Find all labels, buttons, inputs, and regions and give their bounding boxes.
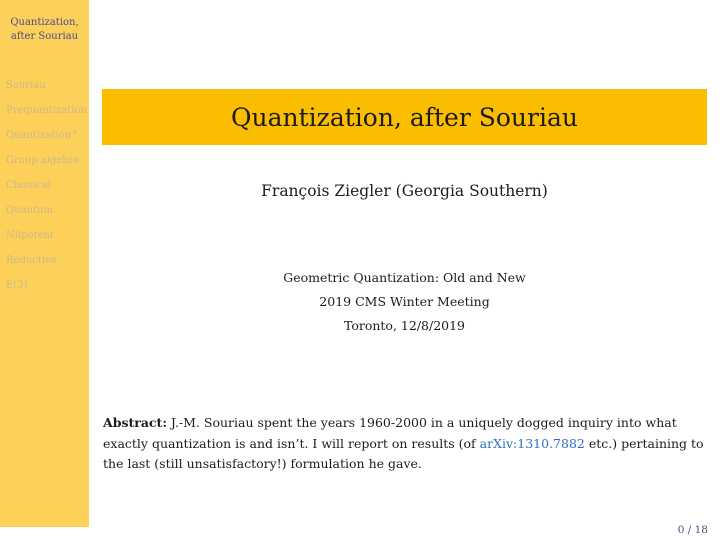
sidebar-item-nilpotent[interactable]: Nilpotent <box>6 230 54 241</box>
sidebar <box>0 0 89 527</box>
sidebar-title[interactable] <box>0 16 89 44</box>
sidebar-item-quantum[interactable]: Quantum <box>6 205 53 216</box>
arxiv-link[interactable]: arXiv:1310.7882 <box>479 435 585 451</box>
sidebar-item-classical[interactable]: Classical <box>6 180 52 191</box>
event-info <box>102 266 707 338</box>
abstract-label: Abstract: <box>103 415 167 430</box>
slide-title-bar <box>102 89 707 145</box>
event-name: Geometric Quantization: Old and New <box>283 270 526 285</box>
sidebar-item-souriau[interactable]: Souriau <box>6 80 46 91</box>
abstract <box>103 413 713 475</box>
sidebar-title-line2: after Souriau <box>10 31 79 42</box>
sidebar-item-e3[interactable]: E(3) <box>6 280 28 291</box>
author: François Ziegler (Georgia Southern) <box>261 182 548 200</box>
sidebar-title-line1: Quantization, <box>10 17 79 28</box>
sidebar-item-quantization[interactable]: Quantization? <box>6 130 77 141</box>
sidebar-nav <box>6 79 87 304</box>
sidebar-item-group-algebra[interactable]: Group algebra <box>6 155 80 166</box>
event-meeting: 2019 CMS Winter Meeting <box>319 294 490 309</box>
event-location-date: Toronto, 12/8/2019 <box>343 318 466 333</box>
sidebar-item-reductive[interactable]: Reductive <box>6 255 57 266</box>
abstract-text-2: etc.) pertaining to the last (still unsatisfactory!) formulation he gave. <box>103 435 704 471</box>
slide-title: Quantization, after Souriau <box>231 102 578 132</box>
abstract-text-1: J.-M. Souriau spent the years 1960-2000 in a uniquely dogged inquiry into what exactly quantization is and isn’t. I will report on results (of <box>103 415 677 451</box>
sidebar-item-prequantization[interactable]: Prequantization <box>6 105 87 116</box>
page-number: 0 / 18 <box>677 524 708 536</box>
